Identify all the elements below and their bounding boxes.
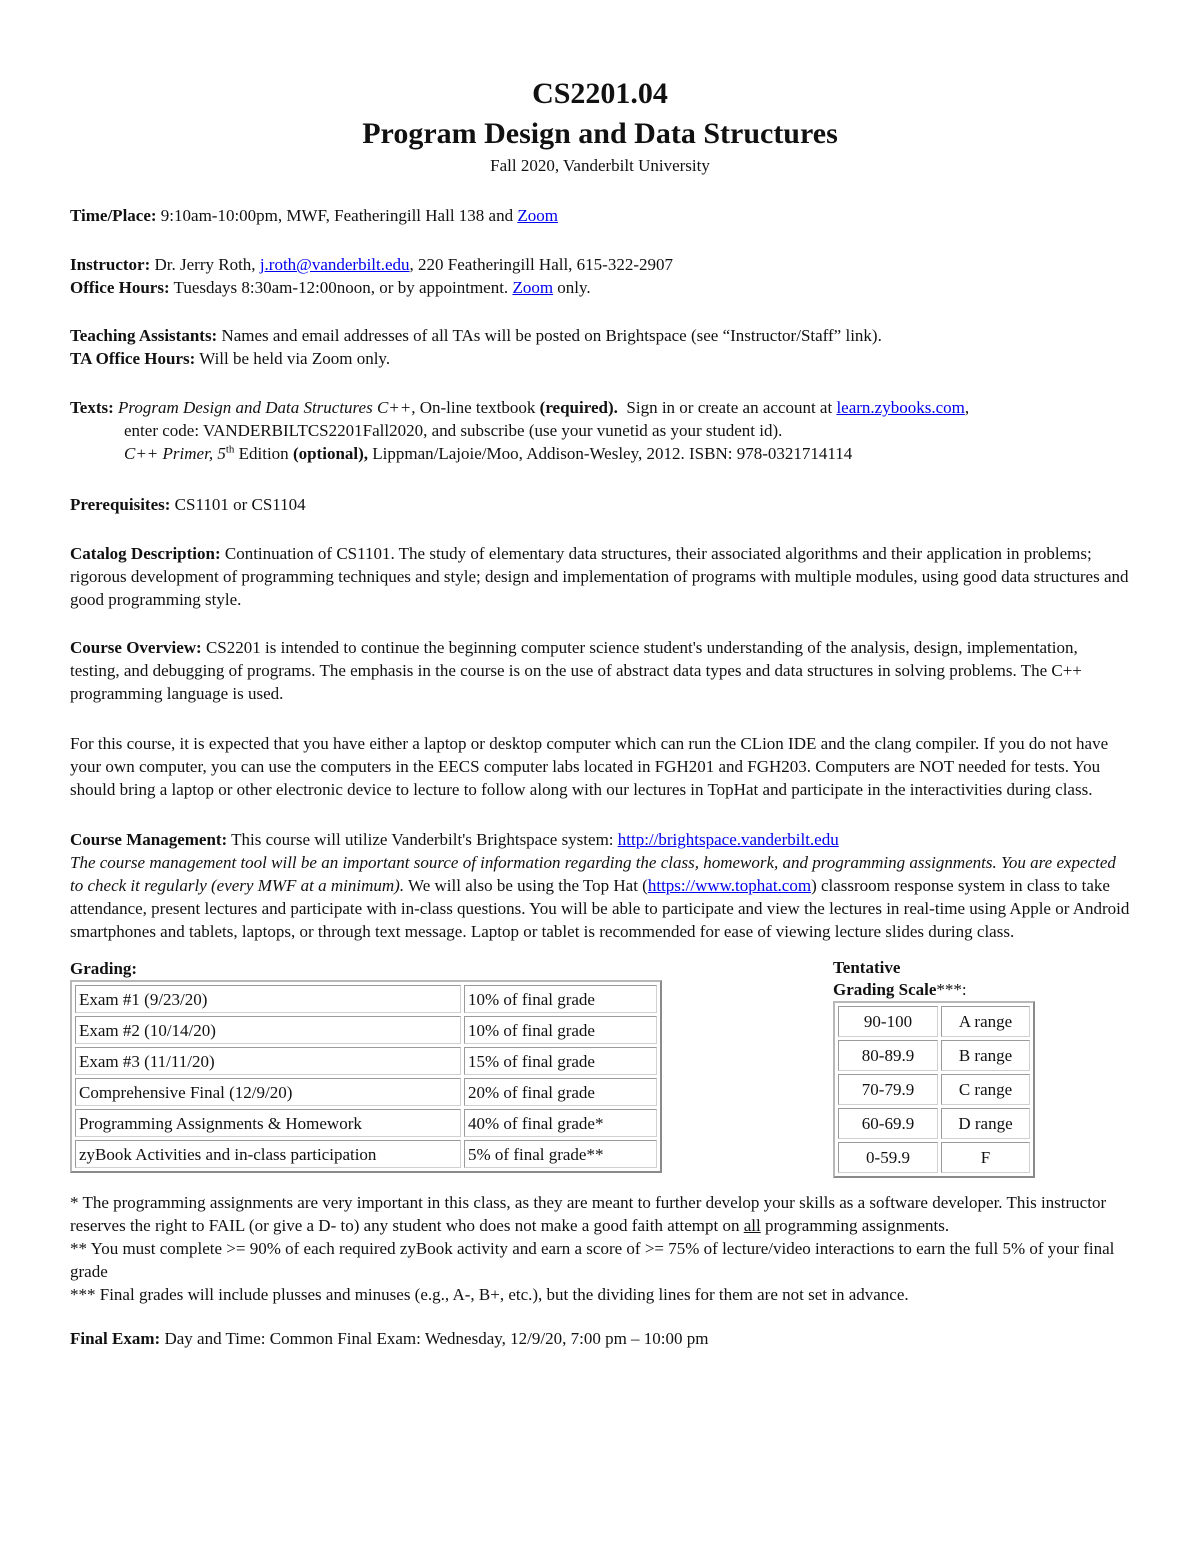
- management-text3: ) classroom response system in class to take attendance, present lectures and participate with in-class questions. You will be able to participate and view the lectures in real-time using Apple or Android smartphones and tablets, laptops, or through text message. Laptop or tablet is recommended for ease of viewing lecture slides during class.: [70, 876, 1130, 941]
- overview-text: CS2201 is intended to continue the beginning computer science student's understanding of the analysis, design, implementation, testing, and debugging of programs. The emphasis in the course is on the use of abstract data types and data structures in solving problems. The C++ programming language is used.: [70, 638, 1082, 703]
- grading-item: zyBook Activities and in-class participation: [75, 1140, 461, 1168]
- scale-heading: [833, 957, 1039, 1001]
- note1-all: all: [743, 1216, 761, 1235]
- texts: [70, 396, 1130, 419]
- instructor-name: Dr. Jerry Roth,: [150, 255, 260, 274]
- course-overview: [70, 636, 1130, 705]
- grading-notes: [70, 1191, 1130, 1306]
- brightspace-link[interactable]: http://brightspace.vanderbilt.edu: [617, 830, 839, 849]
- scale-range: 70-79.9: [838, 1074, 938, 1105]
- prereq-label: Prerequisites:: [70, 495, 171, 514]
- grading-row: [75, 985, 657, 1013]
- catalog-text: Continuation of CS1101. The study of elementary data structures, their associated algorithms and their application in problems; rigorous development of programming techniques and style; design and implementation of programs with multiple modules, using good data structures and good programming style.: [70, 544, 1129, 609]
- texts-label: Texts:: [70, 398, 114, 417]
- grading-item: Comprehensive Final (12/9/20): [75, 1078, 461, 1106]
- scale-row: [838, 1074, 1030, 1105]
- note-programming: [70, 1191, 1130, 1237]
- scale-row: [838, 1108, 1030, 1139]
- management-italic: The course management tool will be an important source of information regarding the class, homework, and programming assignments. You are expected to check it regularly (every MWF at a minimum).: [70, 853, 1116, 895]
- grading-row: [75, 1016, 657, 1044]
- grading-weight: 5% of final grade**: [464, 1140, 657, 1168]
- book2-optional: (optional),: [292, 444, 369, 463]
- scale-range: 90-100: [838, 1006, 938, 1037]
- grading-breakdown: [70, 957, 662, 1173]
- grading-row: [75, 1140, 657, 1168]
- book2-text: Lippman/Lajoie/Moo, Addison-Wesley, 2012. ISBN: 978-0321714114: [368, 444, 853, 463]
- ta-office-hours-text: Will be held via Zoom only.: [195, 349, 391, 368]
- scale-range: 0-59.9: [838, 1142, 938, 1173]
- syllabus-page: [70, 72, 1130, 1350]
- book2-ed-post: Edition: [234, 444, 293, 463]
- course-title: Program Design and Data Structures: [362, 117, 838, 150]
- ta-office-hours: [70, 347, 1130, 370]
- instructor-email-link[interactable]: j.roth@vanderbilt.edu: [259, 255, 410, 274]
- book1-comma: ,: [964, 398, 970, 417]
- book2-title: C++ Primer: [124, 444, 209, 463]
- office-hours-only: only.: [553, 278, 591, 297]
- grading-row: [75, 1078, 657, 1106]
- management-label: Course Management:: [70, 830, 228, 849]
- instructor-office: , 220 Featheringill Hall, 615-322-2907: [409, 255, 674, 274]
- time-place: [70, 204, 1130, 227]
- syllabus-header: [70, 74, 1130, 177]
- scale-grade: F: [941, 1142, 1030, 1173]
- tas-text: Names and email addresses of all TAs will be posted on Brightspace (see “Instructor/Staff” link).: [217, 326, 882, 345]
- course-code: CS2201.04: [532, 77, 668, 110]
- scale-table: [833, 1001, 1035, 1178]
- scale-range: 80-89.9: [838, 1040, 938, 1071]
- book1-title: Program Design and Data Structures C++,: [118, 398, 416, 417]
- book2: [70, 442, 1130, 465]
- final-exam-text: Day and Time: Common Final Exam: Wednesday, 12/9/20, 7:00 pm – 10:00 pm: [160, 1329, 709, 1348]
- scale-row: [838, 1142, 1030, 1173]
- prereq-text: CS1101 or CS1104: [170, 495, 306, 514]
- grading-weight: 10% of final grade: [464, 985, 657, 1013]
- scale-grade: B range: [941, 1040, 1030, 1071]
- note1-pre: * The programming assignments are very important in this class, as they are meant to further develop your skills as a software developer. This instructor reserves the right to FAIL (or give a D- to) any student who does not make a good faith attempt on: [70, 1193, 1107, 1235]
- book2-ed-sup: th: [225, 443, 235, 456]
- scale-row: [838, 1006, 1030, 1037]
- ta-office-hours-label: TA Office Hours:: [70, 349, 196, 368]
- teaching-assistants: [70, 324, 1130, 347]
- management-text: This course will utilize Vanderbilt's Brightspace system:: [227, 830, 618, 849]
- prerequisites: [70, 493, 1130, 516]
- course-term: Fall 2020, Vanderbilt University: [490, 156, 710, 175]
- grading-row: [75, 1047, 657, 1075]
- book1-enrollment: enter code: VANDERBILTCS2201Fall2020, and subscribe (use your vunetid as your student id).: [124, 421, 783, 440]
- note-zybook: ** You must complete >= 90% of each required zyBook activity and earn a score of >= 75% of lecture/video interactions to earn the full 5% of your final grade: [70, 1239, 1115, 1281]
- scale-label1: Tentative: [833, 958, 901, 977]
- scale-row: [838, 1040, 1030, 1071]
- note-plusminus: *** Final grades will include plusses and minuses (e.g., A-, B+, etc.), but the dividing lines for them are not set in advance.: [70, 1285, 909, 1304]
- overview-label: Course Overview:: [70, 638, 202, 657]
- grading-label: Grading:: [70, 959, 138, 978]
- grading-table: [70, 980, 662, 1173]
- scale-grade: A range: [941, 1006, 1030, 1037]
- final-exam-label: Final Exam:: [70, 1329, 161, 1348]
- zybooks-link[interactable]: learn.zybooks.com: [836, 398, 965, 417]
- book2-ed-pre: , 5: [208, 444, 226, 463]
- office-hours-label: Office Hours:: [70, 278, 170, 297]
- catalog-description: [70, 542, 1130, 611]
- final-exam: [70, 1327, 1130, 1350]
- instructor: [70, 253, 1130, 276]
- time-place-label: Time/Place:: [70, 206, 157, 225]
- laptop-requirement: For this course, it is expected that you have either a laptop or desktop computer which can run the CLion IDE and the clang compiler. If you do not have your own computer, you can use the computers in the EECS computer labs located in FGH201 and FGH203. Computers are NOT needed for tests. You should bring a laptop or other electronic device to lecture to follow along with our lectures in TopHat and participate in the interactivities during class.: [70, 734, 1109, 799]
- book1-signin: Sign in or create an account at: [617, 398, 837, 417]
- scale-grade: D range: [941, 1108, 1030, 1139]
- grading-section: [70, 957, 1130, 1175]
- office-hours: [70, 276, 1130, 299]
- grading-scale: [833, 957, 1039, 1178]
- grading-weight: 20% of final grade: [464, 1078, 657, 1106]
- grading-weight: 10% of final grade: [464, 1016, 657, 1044]
- grading-weight: 40% of final grade*: [464, 1109, 657, 1137]
- grading-item: Exam #3 (11/11/20): [75, 1047, 461, 1075]
- scale-range: 60-69.9: [838, 1108, 938, 1139]
- course-management: [70, 828, 1130, 943]
- catalog-label: Catalog Description:: [70, 544, 221, 563]
- note1-post: programming assignments.: [760, 1216, 950, 1235]
- book1-text: On-line textbook: [415, 398, 540, 417]
- grading-item: Programming Assignments & Homework: [75, 1109, 461, 1137]
- time-place-text: 9:10am-10:00pm, MWF, Featheringill Hall 138 and: [156, 206, 518, 225]
- management-text2: We will also be using the Top Hat (: [404, 876, 648, 895]
- zoom-link[interactable]: Zoom: [517, 206, 558, 225]
- scale-grade: C range: [941, 1074, 1030, 1105]
- grading-row: [75, 1109, 657, 1137]
- grading-weight: 15% of final grade: [464, 1047, 657, 1075]
- tas-label: Teaching Assistants:: [70, 326, 218, 345]
- office-hours-text: Tuesdays 8:30am-12:00noon, or by appointment.: [169, 278, 513, 297]
- instructor-label: Instructor:: [70, 255, 151, 274]
- grading-item: Exam #2 (10/14/20): [75, 1016, 461, 1044]
- grading-item: Exam #1 (9/23/20): [75, 985, 461, 1013]
- scale-label2: Grading Scale: [833, 980, 937, 999]
- office-hours-zoom-link[interactable]: Zoom: [512, 278, 554, 297]
- scale-stars: ***:: [936, 980, 967, 999]
- book1-required: (required).: [539, 398, 618, 417]
- tophat-link[interactable]: https://www.tophat.com: [647, 876, 812, 895]
